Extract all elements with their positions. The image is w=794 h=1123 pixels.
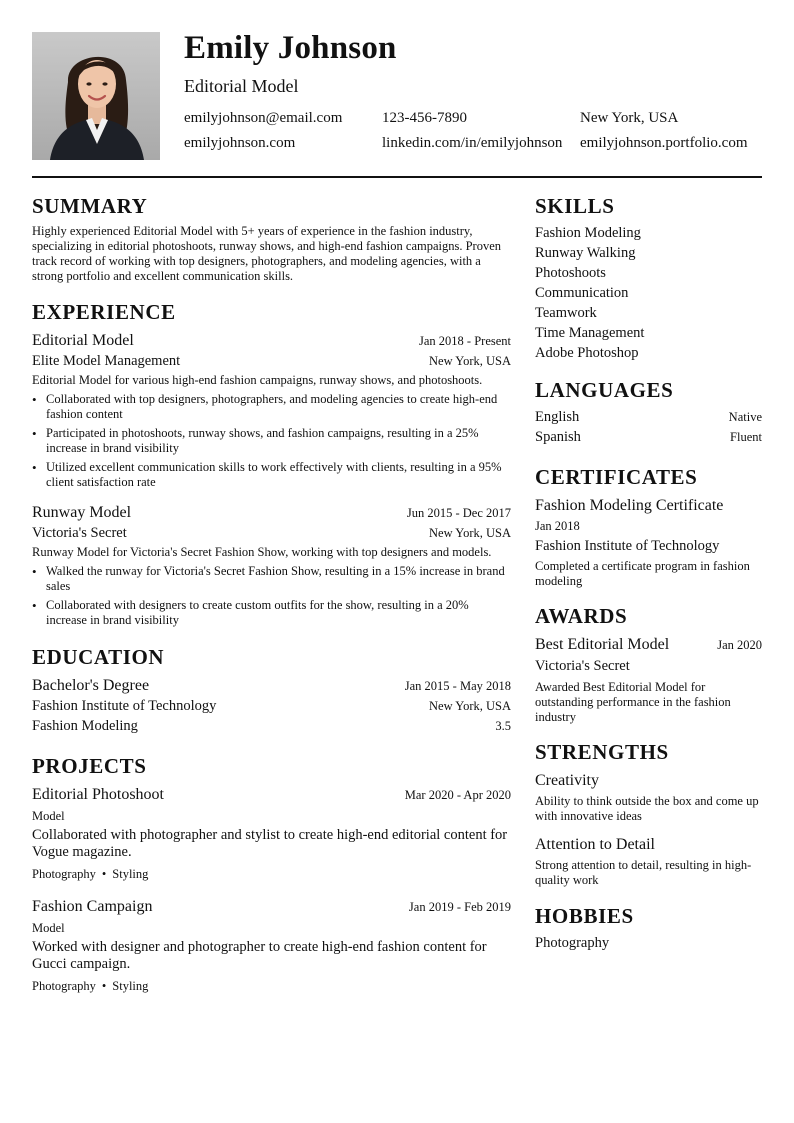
hobbies-section [535,903,762,953]
award-description: Awarded Best Editorial Model for outstanding performance in the fashion industry [535,680,731,724]
project-tag: Photography [32,867,96,881]
skill-item: Runway Walking [535,245,636,261]
project-item [32,897,511,995]
languages-section [535,377,762,447]
strength-description: Strong attention to detail, resulting in high-quality work [535,858,752,887]
experience-title: Runway Model [32,504,132,521]
contact-email[interactable]: emilyjohnson@email.com [184,110,343,126]
language-level: Fluent [730,430,762,444]
skill-item: Fashion Modeling [535,225,641,241]
award-name: Best Editorial Model [535,636,670,653]
summary-heading: SUMMARY [32,194,148,218]
right-column [535,193,762,953]
skill-item: Communication [535,285,629,301]
education-heading: EDUCATION [32,645,165,669]
certificate-date: Jan 2018 [535,519,580,533]
project-description: Collaborated with photographer and stylist to create high-end editorial content for Vogue magazine. [32,827,508,860]
experience-bullet: • Collaborated with designers to create custom outfits for the show, resulting in a 20% increase in brand visibility [32,598,511,628]
project-title: Fashion Campaign [32,898,153,915]
education-dates: Jan 2015 - May 2018 [404,679,511,693]
experience-dates: Jan 2018 - Present [419,334,511,348]
experience-company: Victoria's Secret [32,525,127,541]
summary-text: Highly experienced Editorial Model with 5+ years of experience in the fashion industry, specializing in editorial photoshoots, runway shows, and high-end fashion campaigns. Proven track record of working with top designers, photographers, and modeling agencies, with a strong portfolio and excellent communication skills. [32,224,502,283]
awards-heading: AWARDS [535,604,628,628]
language-row [535,427,762,447]
candidate-name: Emily Johnson [184,30,397,66]
experience-item [32,331,511,490]
education-location: New York, USA [429,699,511,713]
language-level: Native [728,410,762,424]
contact-location: New York, USA [580,110,679,126]
education-section [32,644,511,735]
certificates-section [535,464,762,589]
award-issuer: Victoria's Secret [535,658,630,674]
projects-heading: PROJECTS [32,754,147,778]
contact-linkedin[interactable]: linkedin.com/in/emilyjohnson [382,135,563,151]
certificates-heading: CERTIFICATES [535,465,698,489]
project-description: Worked with designer and photographer to create high-end fashion content for Gucci campaign. [32,939,487,972]
experience-bullet: • Collaborated with top designers, photographers, and modeling agencies to create high-end fashion content [32,392,511,422]
language-row [535,407,762,427]
tag-separator: • [101,979,107,993]
experience-dates: Jun 2015 - Dec 2017 [406,506,511,520]
left-column [32,193,511,995]
skill-item: Adobe Photoshop [535,345,639,361]
experience-bullets [32,564,511,628]
tag-separator: • [101,867,107,881]
experience-section [32,299,511,628]
project-tag: Photography [32,979,96,993]
skills-section [535,193,762,363]
languages-heading: LANGUAGES [535,378,674,402]
skill-item: Photoshoots [535,265,606,281]
projects-section [32,753,511,995]
certificate-description: Completed a certificate program in fashion modeling [535,559,750,588]
contact-website[interactable]: emilyjohnson.com [184,135,296,151]
profile-photo [32,32,160,160]
strength-description: Ability to think outside the box and come up with innovative ideas [535,794,759,823]
project-tag: Styling [112,979,149,993]
project-dates: Jan 2019 - Feb 2019 [408,900,511,914]
project-role: Model [32,921,65,935]
education-field: Fashion Modeling [32,718,138,734]
project-item [32,785,511,883]
contact-phone[interactable]: 123-456-7890 [382,110,467,126]
education-gpa: 3.5 [495,719,511,733]
strengths-heading: STRENGTHS [535,740,669,764]
experience-heading: EXPERIENCE [32,300,176,324]
language-name: Spanish [535,429,581,445]
project-tags [32,977,511,995]
experience-title: Editorial Model [32,332,134,349]
language-name: English [535,409,580,425]
skill-item: Teamwork [535,305,597,321]
award-date: Jan 2020 [717,638,762,652]
hobby-item: Photography [535,935,610,951]
education-degree: Bachelor's Degree [32,677,150,694]
experience-bullet: • Utilized excellent communication skills to work effectively with clients, resulting in a 95% client satisfaction rate [32,460,511,490]
hobbies-heading: HOBBIES [535,904,634,928]
experience-company: Elite Model Management [32,353,181,369]
education-school: Fashion Institute of Technology [32,698,217,714]
project-tag: Styling [112,867,149,881]
skill-item: Time Management [535,325,645,341]
experience-bullets [32,392,511,490]
experience-location: New York, USA [429,354,511,368]
certificate-name: Fashion Modeling Certificate [535,497,724,514]
contact-portfolio[interactable]: emilyjohnson.portfolio.com [580,135,748,151]
strength-name: Attention to Detail [535,836,655,853]
skills-heading: SKILLS [535,194,615,218]
project-title: Editorial Photoshoot [32,786,164,803]
project-role: Model [32,809,65,823]
certificate-issuer: Fashion Institute of Technology [535,538,720,554]
experience-description: Runway Model for Victoria's Secret Fashion Show, working with top designers and models. [32,545,492,559]
project-tags [32,865,511,883]
experience-bullet: • Walked the runway for Victoria's Secret Fashion Show, resulting in a 15% increase in brand sales [32,564,511,594]
project-dates: Mar 2020 - Apr 2020 [404,788,511,802]
candidate-title: Editorial Model [184,76,299,96]
header-divider [32,176,762,178]
experience-location: New York, USA [429,526,511,540]
experience-description: Editorial Model for various high-end fashion campaigns, runway shows, and photoshoots. [32,373,483,387]
awards-section [535,603,762,725]
strength-name: Creativity [535,772,599,789]
summary-section [32,193,511,284]
experience-bullet: • Participated in photoshoots, runway shows, and fashion campaigns, resulting in a 25% increase in brand visibility [32,426,511,456]
experience-item [32,503,511,628]
strengths-section [535,739,762,888]
profile-photo-image [32,32,160,160]
